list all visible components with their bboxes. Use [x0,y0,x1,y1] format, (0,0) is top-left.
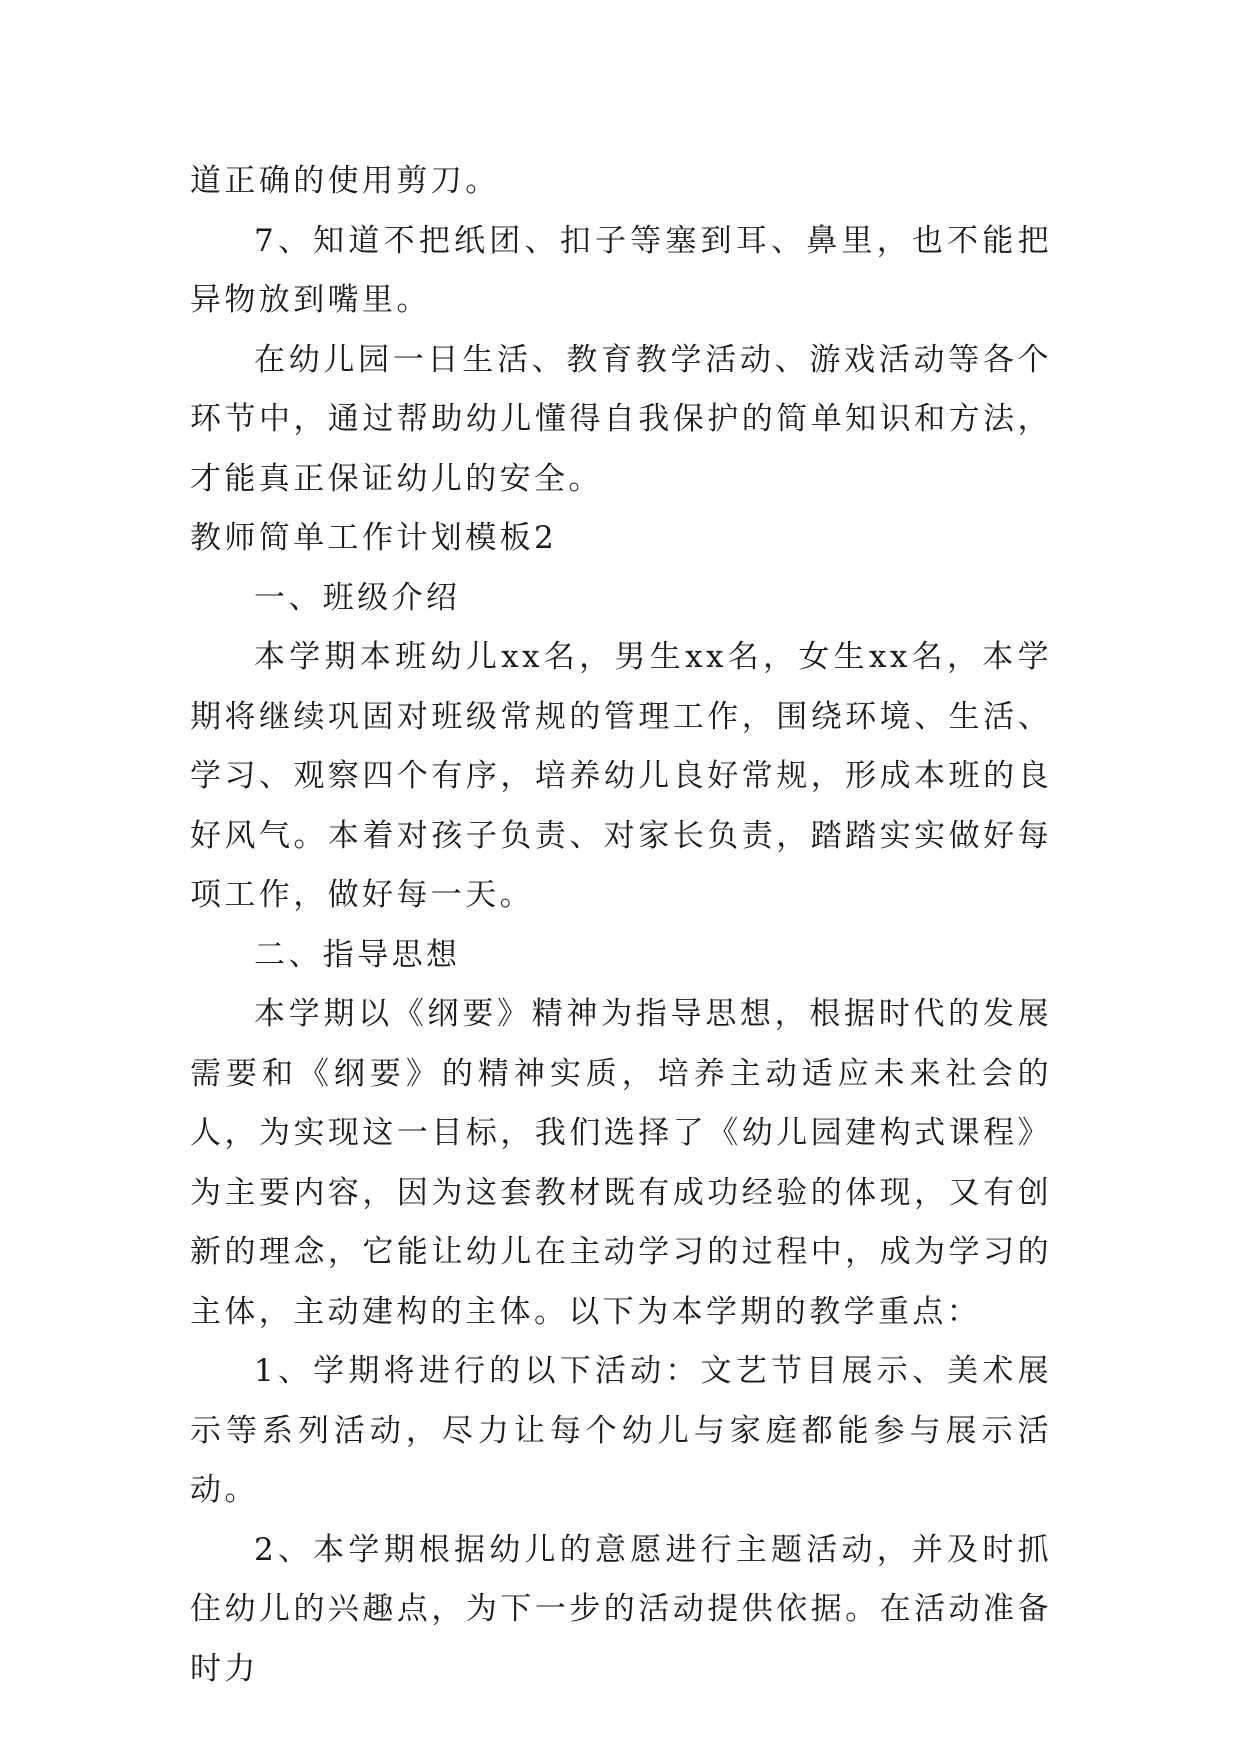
paragraph-continuation: 道正确的使用剪刀。 [190,163,500,199]
paragraph-guiding-idea: 本学期以《纲要》精神为指导思想，根据时代的发展需要和《纲要》的精神实质，培养主动适应未来社会的人，为实现这一目标，我们选择了《幼儿园建构式课程》为主要内容，因为这套教材既有成功经验的体现，又有创新的理念，它能让幼儿在主动学习的过程中，成为学习的主体，主动建构的主体。以下为本学期的教学重点： [190,996,1052,1330]
document-body [190,152,1052,1699]
paragraph-item-7: 7、知道不把纸团、扣子等塞到耳、鼻里，也不能把异物放到嘴里。 [190,222,1052,318]
subheading-class-intro: 一、班级介绍 [254,579,461,616]
paragraph-class-intro: 本学期本班幼儿xx名，男生xx名，女生xx名，本学期将继续巩固对班级常规的管理工作，围绕环境、生活、学习、观察四个有序，培养幼儿良好常规，形成本班的良好风气。本着对孩子负责、对家长负责，踏踏实实做好每项工作，做好每一天。 [190,639,1052,913]
paragraph-item-1: 1、学期将进行的以下活动：文艺节目展示、美术展示等系列活动，尽力让每个幼儿与家庭都能参与展示活动。 [190,1353,1052,1508]
paragraph-item-2: 2、本学期根据幼儿的意愿进行主题活动，并及时抓住幼儿的兴趣点，为下一步的活动提供依据。在活动准备时力 [190,1531,1052,1687]
paragraph-summary: 在幼儿园一日生活、教育教学活动、游戏活动等各个环节中，通过帮助幼儿懂得自我保护的简单知识和方法，才能真正保证幼儿的安全。 [190,341,1052,497]
subheading-guiding-idea: 二、指导思想 [254,936,461,973]
section-title: 教师简单工作计划模板2 [190,520,558,556]
